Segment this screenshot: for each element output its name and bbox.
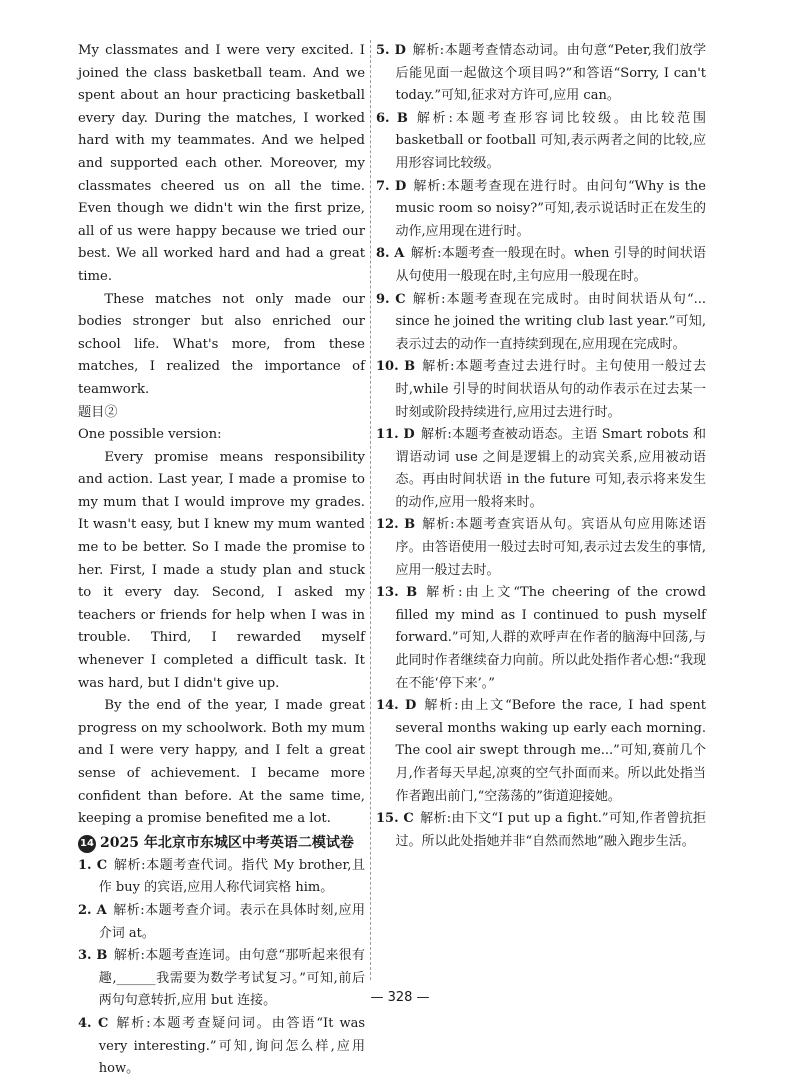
topic2-label: 题目②	[78, 404, 118, 420]
section-number-badge: 14	[78, 835, 96, 853]
answer-number: 7. D	[376, 178, 407, 194]
answer-item	[376, 582, 706, 695]
answer-text: 解析:本题考查被动语态。主语 Smart robots 和谓语动词 use 之间是逻辑上的动宾关系,应用被动语态。再由时间状语 in the future 可知,表示将来发生的动作,应用一般将来时。	[395, 427, 706, 510]
answer-text: 解析:本题考查过去进行时。主句使用一般过去时,while 引导的时间状语从句的动作表示在过去某一时刻或阶段持续进行,应用过去进行时。	[395, 359, 706, 420]
answer-item	[376, 243, 706, 288]
answer-text: 解析:本题考查宾语从句。宾语从句应用陈述语序。由答语使用一般过去时可知,表示过去发生的事情,应用一般过去时。	[395, 517, 706, 578]
answer-text: 解析:本题考查介词。表示在具体时刻,应用介词 at。	[98, 902, 365, 941]
right-column	[376, 40, 706, 853]
essay2-paragraph: Every promise means responsibility and action. Last year, I made a promise to my mum that I would improve my grades. It wasn't easy, but I knew my mum wanted me to be better. So I made the promise to her. First, I made a study plan and stuck to it every day. Second, I asked my teachers or friends for help when I was in trouble. Third, I rewarded myself whenever I completed a difficult task. It was hard, but I didn't give up.	[78, 449, 365, 691]
column-divider	[370, 40, 371, 980]
essay1-paragraph: My classmates and I were very excited. I joined the class basketball team. And we spent about an hour practicing basketball every day. During the matches, I worked hard with my teammates. And we helped and supported each other. Moreover, my classmates cheered us on all the time. Even though we didn't win the first prize, all of us were happy because we tried our best. We all worked hard and had a great time.	[78, 43, 365, 284]
essay2-paragraph: By the end of the year, I made great progress on my schoolwork. Both my mum and I were very happy, and I felt a great sense of achievement. I became more confident than before. At the same time, keeping a promise benefited me a lot.	[78, 698, 365, 827]
answer-item	[376, 40, 706, 108]
answer-number: 1. C	[78, 857, 108, 873]
answer-number: 14. D	[376, 698, 417, 714]
answer-item	[376, 289, 706, 357]
answer-number: 8. A	[376, 246, 405, 262]
answer-item	[376, 514, 706, 582]
answer-text: 解析:由上文“The cheering of the crowd filled my mind as I continued to push myself forward.”可知,人群的欢呼声在作者的脑海中回荡,与此同时作者继续奋力向前。所以此处指作者心想:“我现在不能‘停下来’。”	[395, 585, 706, 691]
answer-item	[376, 108, 706, 176]
answer-number: 12. B	[376, 517, 416, 533]
answer-text: 解析:本题考查现在完成时。由时间状语从句“... since he joined the writing club last year.”可知,表示过去的动作一直持续到现在,应用现在完成时。	[395, 291, 706, 352]
answer-number: 15. C	[376, 811, 414, 827]
answer-item	[376, 808, 706, 853]
answer-text: 解析:本题考查情态动词。由句意“Peter,我们放学后能见面一起做这个项目吗?”和答语“Sorry, I can't today.”可知,征求对方许可,应用 can。	[395, 43, 707, 104]
answer-number: 11. D	[376, 427, 415, 443]
answer-number: 10. B	[376, 359, 416, 375]
answer-number: 6. B	[376, 110, 408, 126]
left-column	[78, 40, 365, 1081]
answer-number: 4. C	[78, 1015, 109, 1031]
answer-item	[78, 900, 365, 945]
answer-item	[78, 855, 365, 900]
answer-text: 解析:由下文“I put up a fight.”可知,作者曾抗拒过。所以此处指她并非“自然而然地”融入跑步生活。	[395, 811, 706, 849]
section-title: 2025 年北京市东城区中考英语二模试卷	[100, 834, 354, 851]
version-label: One possible version:	[78, 427, 222, 443]
section-heading	[78, 831, 365, 855]
answer-number: 5. D	[376, 43, 406, 58]
answer-item	[376, 356, 706, 424]
answer-item	[376, 695, 706, 808]
answer-item	[376, 424, 706, 514]
answer-item	[78, 1013, 365, 1081]
answer-text: 解析:本题考查形容词比较级。由比较范围 basketball or football 可知,表示两者之间的比较,应用形容词比较级。	[395, 110, 706, 171]
answer-text: 解析:本题考查一般现在时。when 引导的时间状语从句使用一般现在时,主句应用一般现在时。	[395, 246, 706, 284]
answer-number: 13. B	[376, 585, 418, 601]
answer-text: 解析:本题考查疑问词。由答语“It was very interesting.”可知,询问怎么样,应用 how。	[98, 1015, 365, 1077]
answer-number: 9. C	[376, 291, 406, 307]
answer-text: 解析:本题考查代词。指代 My brother,且作 buy 的宾语,应用人称代词宾格 him。	[98, 857, 366, 896]
answer-item	[376, 176, 706, 244]
page-number: — 328 —	[370, 990, 430, 1005]
answer-text: 解析:本题考查现在进行时。由问句“Why is the music room so noisy?”可知,表示说话时正在发生的动作,应用现在进行时。	[395, 178, 706, 239]
answer-number: 2. A	[78, 902, 107, 918]
answer-text: 解析:由上文“Before the race, I had spent several months waking up early each morning. The cool air swept through me...”可知,赛前几个月,作者每天早起,凉爽的空气扑面而来。所以此处指当作者跑出前门,“空荡荡的”街道迎接她。	[395, 698, 706, 804]
essay1-paragraph: These matches not only made our bodies stronger but also enriched our school life. What's more, from these matches, I realized the importance of teamwork.	[78, 291, 365, 397]
answer-number: 3. B	[78, 948, 108, 964]
answer-text: 解析:本题考查连词。由句意“那听起来很有趣,______我需要为数学考试复习。”可知,前后两句句意转折,应用 but 连接。	[98, 948, 365, 1009]
